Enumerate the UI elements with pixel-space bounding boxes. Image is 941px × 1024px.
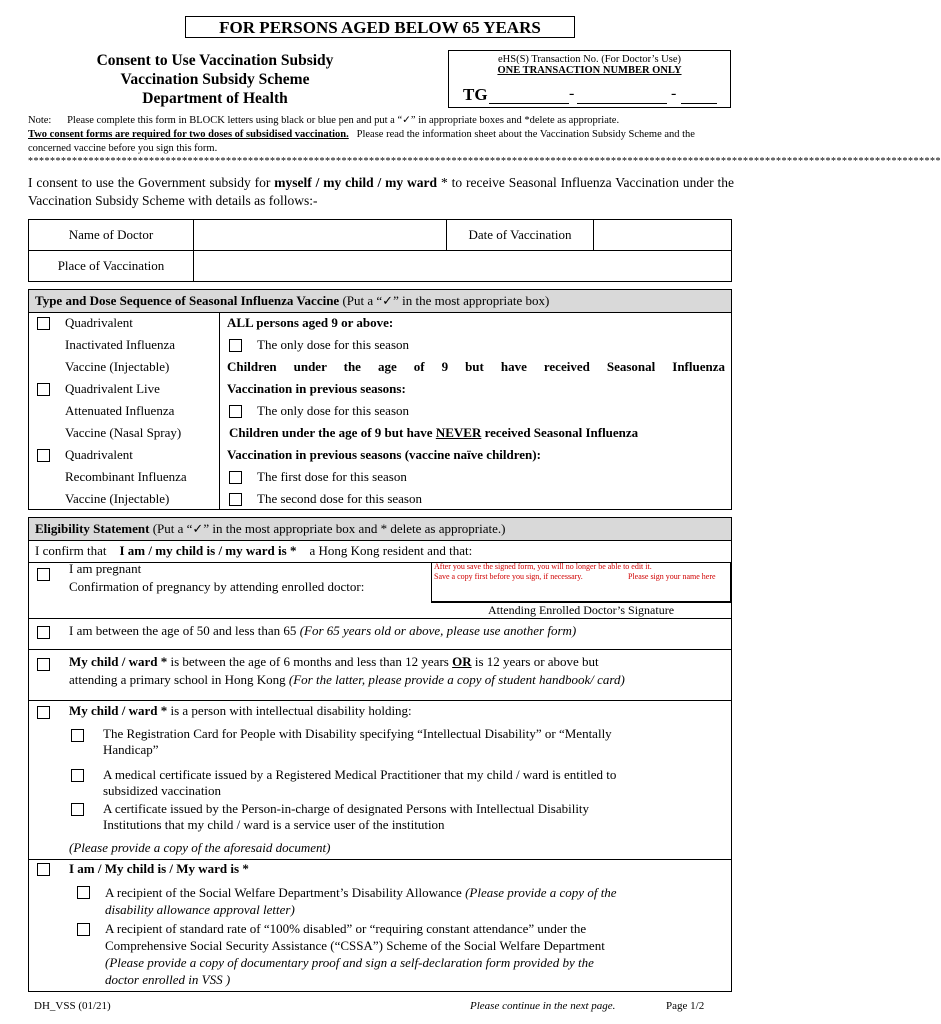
vaccine-section-header: Type and Dose Sequence of Seasonal Influenza Vaccine (Put a “✓” in the most appropriate box) xyxy=(29,290,731,313)
vaccine-type-2-line-2: Attenuated Influenza xyxy=(65,403,175,418)
vaccine-type-2-line-1: Quadrivalent Live xyxy=(65,381,160,396)
second-dose-checkbox[interactable] xyxy=(229,493,242,506)
age-50-label: I am between the age of 50 and less than 65 (For 65 years old or above, please use another form) xyxy=(69,623,577,638)
riv-injectable-checkbox[interactable] xyxy=(37,449,50,462)
only-dose-9plus-label: The only dose for this season xyxy=(257,337,410,352)
divider xyxy=(29,700,731,701)
form-title-2: Vaccination Subsidy Scheme xyxy=(120,71,310,88)
medical-certificate-checkbox[interactable] xyxy=(71,769,84,782)
cssa-line-1: A recipient of standard rate of “100% disabled” or “requiring constant attendance” under the xyxy=(105,921,587,936)
only-dose-9plus-checkbox[interactable] xyxy=(229,339,242,352)
intellectual-disability-checkbox[interactable] xyxy=(37,706,50,719)
cssa-line-4: doctor enrolled in VSS ) xyxy=(105,972,231,987)
institution-certificate-line-1: A certificate issued by the Person-in-charge of designated Persons with Intellectual Disability xyxy=(103,801,590,816)
child-age-line-1: My child / ward * is between the age of 6 months and less than 12 years OR is 12 years or above but xyxy=(69,654,599,669)
tg-field-3[interactable] xyxy=(681,103,717,104)
sign-warning-1: After you save the signed form, you will no longer be able to edit it. xyxy=(434,562,652,571)
second-dose-label: The second dose for this season xyxy=(257,491,422,506)
under9-received-line-1: Children under the age of 9 but have received Seasonal Influenza xyxy=(227,359,725,374)
disability-allowance-checkbox[interactable] xyxy=(77,886,90,899)
separator-stars: ********************************************************************************************************************************************************************** xyxy=(28,156,941,167)
vaccine-type-3-line-2: Recombinant Influenza xyxy=(65,469,187,484)
age-banner: FOR PERSONS AGED BELOW 65 YEARS xyxy=(185,16,575,38)
form-code: DH_VSS (01/21) xyxy=(34,1000,111,1012)
divider xyxy=(29,618,731,619)
registration-card-line-2: Handicap” xyxy=(103,742,159,757)
note-text: Note: Please complete this form in BLOCK letters using black or blue pen and put a “✓” in appropriate boxes and *delete as appropriate. Two consent forms are required for two doses of subsidised vaccination. Please read the information sheet about the Vaccination Subsidy Scheme and the concerned vaccine before you sign this form. xyxy=(28,115,695,154)
name-of-doctor-label: Name of Doctor xyxy=(29,220,194,251)
tg-field-2[interactable] xyxy=(577,103,667,104)
pregnant-label: I am pregnant xyxy=(69,561,142,576)
institution-certificate-checkbox[interactable] xyxy=(71,803,84,816)
cssa-checkbox[interactable] xyxy=(77,923,90,936)
pregnancy-confirm-label: Confirmation of pregnancy by attending enrolled doctor: xyxy=(69,579,365,594)
only-dose-received-label: The only dose for this season xyxy=(257,403,410,418)
under9-never-line-1: Children under the age of 9 but have NEVER received Seasonal Influenza xyxy=(229,425,639,440)
vaccine-type-3-line-1: Quadrivalent xyxy=(65,447,133,462)
sign-here-hint: Please sign your name here xyxy=(628,572,716,581)
pregnant-checkbox[interactable] xyxy=(37,568,50,581)
laiv-nasal-checkbox[interactable] xyxy=(37,383,50,396)
vaccine-type-column xyxy=(29,312,220,509)
tg-dash-2: - xyxy=(671,85,677,102)
child-age-line-2: attending a primary school in Hong Kong (For the latter, please provide a copy of student handbook/ card) xyxy=(69,672,625,687)
date-of-vaccination-field[interactable] xyxy=(594,220,732,251)
registration-card-line-1: The Registration Card for People with Disability specifying “Intellectual Disability” or “Mentally xyxy=(103,726,612,741)
doctor-signature-field[interactable] xyxy=(431,562,731,602)
sign-warning-2: Save a copy first before you sign, if necessary. xyxy=(434,572,583,581)
first-dose-checkbox[interactable] xyxy=(229,471,242,484)
form-title-1: Consent to Use Vaccination Subsidy xyxy=(96,52,334,69)
vaccine-type-2-line-3: Vaccine (Nasal Spray) xyxy=(65,425,182,440)
disability-allowance-line-1: A recipient of the Social Welfare Department’s Disability Allowance (Please provide a copy of the xyxy=(105,885,617,900)
ehs-note: ONE TRANSACTION NUMBER ONLY xyxy=(497,65,682,76)
vaccine-type-1-line-2: Inactivated Influenza xyxy=(65,337,176,352)
date-of-vaccination-label: Date of Vaccination xyxy=(447,220,594,251)
tg-field-1[interactable] xyxy=(489,103,569,104)
cssa-line-2: Comprehensive Social Security Assistance (“CSSA”) Scheme of the Social Welfare Department xyxy=(105,938,605,953)
place-of-vaccination-field[interactable] xyxy=(194,251,732,282)
child-age-checkbox[interactable] xyxy=(37,658,50,671)
intellectual-disability-label: My child / ward * is a person with intellectual disability holding: xyxy=(69,703,412,718)
medical-certificate-line-1: A medical certificate issued by a Registered Medical Practitioner that my child / ward is entitled to xyxy=(103,767,617,782)
two-forms-notice: Two consent forms are required for two doses of subsidised vaccination. xyxy=(28,129,349,140)
first-dose-label: The first dose for this season xyxy=(257,469,407,484)
divider xyxy=(29,649,731,650)
continue-note: Please continue in the next page. xyxy=(470,1000,616,1012)
under9-received-line-2: Vaccination in previous seasons: xyxy=(227,381,406,396)
eligibility-section-header: Eligibility Statement (Put a “✓” in the most appropriate box and * delete as appropriate.) xyxy=(29,518,731,541)
eligibility-section xyxy=(28,517,732,992)
vaccine-type-1-line-1: Quadrivalent xyxy=(65,315,133,330)
name-of-doctor-field[interactable] xyxy=(194,220,447,251)
swd-checkbox[interactable] xyxy=(37,863,50,876)
registration-card-checkbox[interactable] xyxy=(71,729,84,742)
page-number: Page 1/2 xyxy=(666,1000,705,1012)
under9-never-line-2: Vaccination in previous seasons (vaccine naïve children): xyxy=(227,447,541,462)
cssa-line-3: (Please provide a copy of documentary proof and sign a self-declaration form provided by the xyxy=(105,955,594,970)
all-aged-9-label: ALL persons aged 9 or above: xyxy=(227,315,394,330)
ehs-label: eHS(S) Transaction No. (For Doctor’s Use) xyxy=(498,54,681,65)
age-50-checkbox[interactable] xyxy=(37,626,50,639)
form-title-3: Department of Health xyxy=(142,90,288,107)
tg-prefix: TG xyxy=(463,85,488,104)
swd-label: I am / My child is / My ward is * xyxy=(69,861,249,876)
document-copy-note: (Please provide a copy of the aforesaid document) xyxy=(69,840,331,855)
institution-certificate-line-2: Institutions that my child / ward is a service user of the institution xyxy=(103,817,445,832)
vaccine-type-section xyxy=(28,289,732,510)
transaction-number-box xyxy=(448,50,731,108)
doctor-signature-caption: Attending Enrolled Doctor’s Signature xyxy=(431,602,731,618)
medical-certificate-line-2: subsidized vaccination xyxy=(103,783,222,798)
vaccine-type-3-line-3: Vaccine (Injectable) xyxy=(65,491,170,506)
confirm-statement: I confirm that I am / my child is / my ward is * a Hong Kong resident and that: xyxy=(35,543,473,558)
tg-dash-1: - xyxy=(569,85,575,102)
consent-statement: I consent to use the Government subsidy for myself / my child / my ward * to receive Seasonal Influenza Vaccination under the Vaccination Subsidy Scheme with details as follows:- xyxy=(28,175,734,208)
disability-allowance-line-2: disability allowance approval letter) xyxy=(105,902,295,917)
qiiv-injectable-checkbox[interactable] xyxy=(37,317,50,330)
only-dose-received-checkbox[interactable] xyxy=(229,405,242,418)
place-of-vaccination-label: Place of Vaccination xyxy=(29,251,194,282)
vaccine-type-1-line-3: Vaccine (Injectable) xyxy=(65,359,170,374)
doctor-details-table xyxy=(28,219,732,282)
